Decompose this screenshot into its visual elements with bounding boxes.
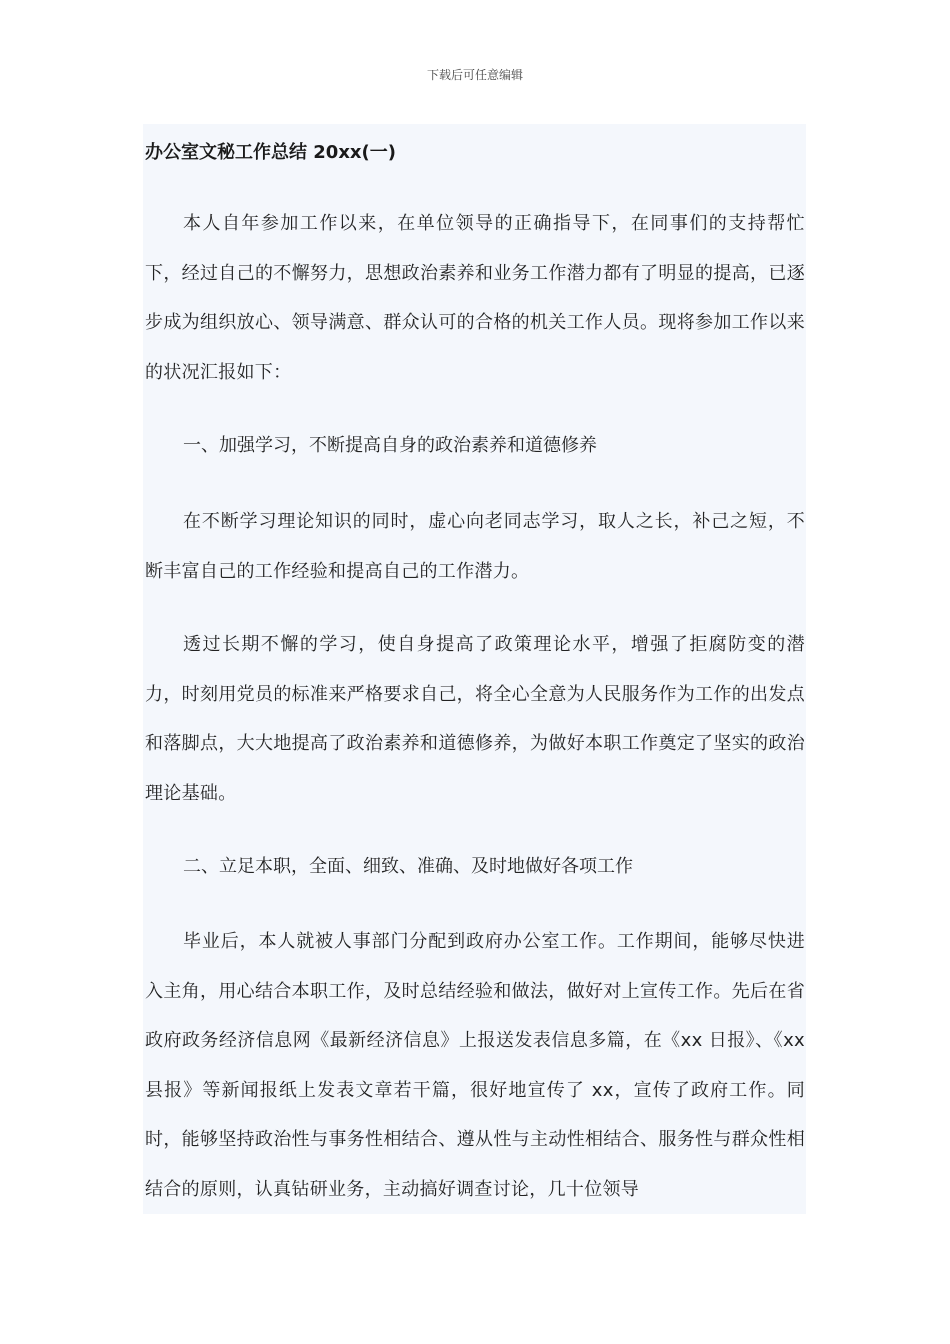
paragraph-work: 毕业后，本人就被人事部门分配到政府办公室工作。工作期间，能够尽快进入主角，用心结合本职工作，及时总结经验和做法，做好对上宣传工作。先后在省政府政务经济信息网《最新经济信息》上报送发表信息多篇，在《xx 日报》、《xx 县报》等新闻报纸上发表文章若干篇，很好地宣传了 xx，宣传了政府工作。同时，能够坚持政治性与事务性相结合、遵从性与主动性相结合、服务性与群众性相结合的原则，认真钻研业务，主动搞好调查讨论，几十位领导 — [145, 931, 805, 1200]
section-heading-1: 一、加强学习，不断提高自身的政治素养和道德修养 — [183, 435, 597, 456]
paragraph-result: 透过长期不懈的学习，使自身提高了政策理论水平，增强了拒腐防变的潜力，时刻用党员的标准来严格要求自己，将全心全意为人民服务作为工作的出发点和落脚点，大大地提高了政治素养和道德修养，为做好本职工作奠定了坚实的政治理论基础。 — [145, 634, 805, 804]
document-title: 办公室文秘工作总结 20xx(一) — [145, 142, 396, 163]
paragraph-intro: 本人自年参加工作以来，在单位领导的正确指导下，在同事们的支持帮忙下，经过自己的不懈努力，思想政治素养和业务工作潜力都有了明显的提高，已逐步成为组织放心、领导满意、群众认可的合格的机关工作人员。现将参加工作以来的状况汇报如下： — [145, 213, 805, 383]
header-note: 下载后可任意编辑 — [426, 68, 523, 82]
section-heading-2: 二、立足本职，全面、细致、准确、及时地做好各项工作 — [183, 856, 633, 877]
paragraph-study: 在不断学习理论知识的同时，虚心向老同志学习，取人之长，补己之短，不断丰富自己的工作经验和提高自己的工作潜力。 — [145, 511, 805, 582]
